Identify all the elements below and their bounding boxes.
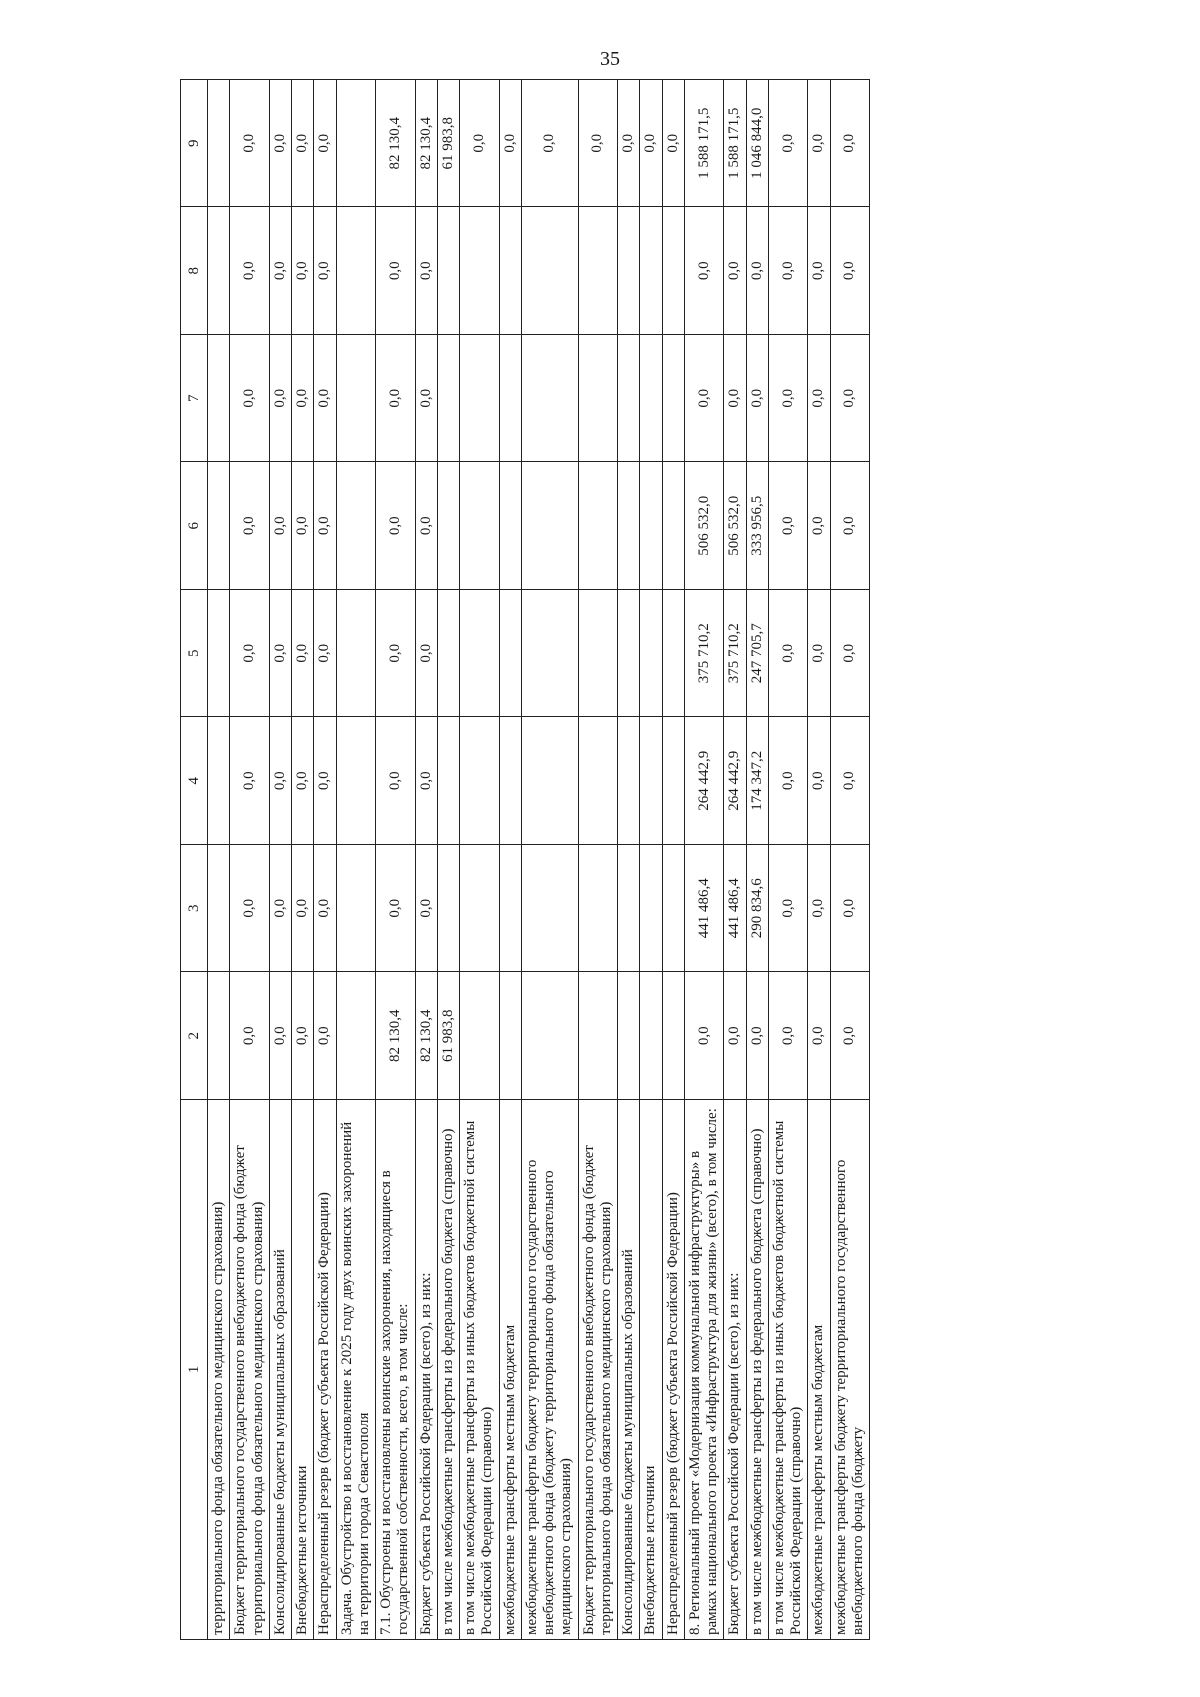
row-label: Бюджет территориального государственного внебюджетного фонда (бюджет территориального фонда обязательного медицинского страхования) xyxy=(578,1100,618,1640)
cell-value xyxy=(521,972,578,1100)
cell-value: 441 486,4 xyxy=(684,845,724,973)
cell-value xyxy=(578,335,618,463)
cell-value xyxy=(208,972,230,1100)
cell-value: 0,0 xyxy=(808,462,830,590)
cell-value xyxy=(208,207,230,335)
cell-value: 82 130,4 xyxy=(415,972,437,1100)
table-row xyxy=(437,80,459,1640)
cell-value xyxy=(460,590,500,718)
header-row xyxy=(181,80,208,1640)
cell-value: 0,0 xyxy=(415,717,437,845)
row-label: межбюджетные трансферты местным бюджетам xyxy=(808,1100,830,1640)
cell-value: 82 130,4 xyxy=(376,80,416,208)
cell-value: 0,0 xyxy=(292,80,314,208)
cell-value xyxy=(437,717,459,845)
cell-value: 0,0 xyxy=(830,80,870,208)
cell-value: 0,0 xyxy=(768,972,808,1100)
cell-value: 0,0 xyxy=(415,335,437,463)
cell-value: 247 705,7 xyxy=(746,590,768,718)
cell-value: 0,0 xyxy=(768,590,808,718)
row-label: межбюджетные трансферты бюджету территориального государственного внебюджетного фонда (бюджету xyxy=(830,1100,870,1640)
table-row xyxy=(499,80,521,1640)
cell-value xyxy=(521,845,578,973)
cell-value xyxy=(578,590,618,718)
cell-value xyxy=(662,462,684,590)
cell-value: 0,0 xyxy=(499,80,521,208)
cell-value: 0,0 xyxy=(724,335,746,463)
row-label: Внебюджетные источники xyxy=(640,1100,662,1640)
cell-value xyxy=(662,207,684,335)
cell-value: 1 046 844,0 xyxy=(746,80,768,208)
table-row xyxy=(460,80,500,1640)
cell-value xyxy=(460,972,500,1100)
cell-value: 0,0 xyxy=(292,207,314,335)
cell-value xyxy=(499,717,521,845)
cell-value: 0,0 xyxy=(830,590,870,718)
cell-value: 0,0 xyxy=(830,335,870,463)
cell-value: 0,0 xyxy=(830,845,870,973)
table-row xyxy=(578,80,618,1640)
cell-value xyxy=(336,335,376,463)
cell-value xyxy=(208,462,230,590)
cell-value: 0,0 xyxy=(662,80,684,208)
cell-value: 0,0 xyxy=(376,462,416,590)
cell-value: 0,0 xyxy=(230,972,270,1100)
cell-value: 0,0 xyxy=(415,207,437,335)
cell-value: 0,0 xyxy=(724,207,746,335)
cell-value xyxy=(618,590,640,718)
cell-value xyxy=(662,845,684,973)
table-body xyxy=(208,80,870,1640)
cell-value xyxy=(499,335,521,463)
cell-value: 0,0 xyxy=(269,462,291,590)
cell-value xyxy=(460,207,500,335)
cell-value: 0,0 xyxy=(808,972,830,1100)
cell-value xyxy=(578,972,618,1100)
table-row xyxy=(292,80,314,1640)
cell-value: 0,0 xyxy=(808,207,830,335)
cell-value: 0,0 xyxy=(684,972,724,1100)
cell-value xyxy=(618,972,640,1100)
column-header: 8 xyxy=(181,207,208,335)
cell-value: 0,0 xyxy=(415,462,437,590)
cell-value xyxy=(578,207,618,335)
cell-value: 0,0 xyxy=(746,972,768,1100)
row-label: Нераспределенный резерв (бюджет субъекта Российской Федерации) xyxy=(662,1100,684,1640)
column-header: 7 xyxy=(181,335,208,463)
cell-value: 0,0 xyxy=(808,590,830,718)
cell-value xyxy=(578,845,618,973)
cell-value: 0,0 xyxy=(376,207,416,335)
row-label: Нераспределенный резерв (бюджет субъекта Российской Федерации) xyxy=(314,1100,336,1640)
cell-value xyxy=(336,80,376,208)
cell-value: 0,0 xyxy=(746,207,768,335)
cell-value xyxy=(662,717,684,845)
cell-value xyxy=(336,462,376,590)
cell-value: 0,0 xyxy=(292,972,314,1100)
cell-value: 0,0 xyxy=(376,845,416,973)
cell-value xyxy=(662,590,684,718)
table-row xyxy=(640,80,662,1640)
cell-value xyxy=(437,207,459,335)
cell-value: 0,0 xyxy=(314,972,336,1100)
cell-value: 264 442,9 xyxy=(684,717,724,845)
cell-value: 61 983,8 xyxy=(437,80,459,208)
cell-value: 0,0 xyxy=(314,845,336,973)
cell-value: 0,0 xyxy=(460,80,500,208)
column-header: 4 xyxy=(181,717,208,845)
cell-value xyxy=(499,462,521,590)
cell-value: 0,0 xyxy=(376,590,416,718)
row-label: Бюджет субъекта Российской Федерации (всего), из них: xyxy=(724,1100,746,1640)
row-label: территориального фонда обязательного медицинского страхования) xyxy=(208,1100,230,1640)
table-row xyxy=(746,80,768,1640)
cell-value: 0,0 xyxy=(314,80,336,208)
cell-value xyxy=(640,972,662,1100)
cell-value: 0,0 xyxy=(230,590,270,718)
cell-value: 0,0 xyxy=(684,335,724,463)
cell-value: 0,0 xyxy=(768,717,808,845)
cell-value xyxy=(618,462,640,590)
table-row xyxy=(230,80,270,1640)
row-label: Консолидированные бюджеты муниципальных образований xyxy=(618,1100,640,1640)
cell-value xyxy=(521,590,578,718)
cell-value xyxy=(437,590,459,718)
cell-value: 0,0 xyxy=(521,80,578,208)
cell-value: 441 486,4 xyxy=(724,845,746,973)
row-label: в том числе межбюджетные трансферты из федерального бюджета (справочно) xyxy=(746,1100,768,1640)
cell-value: 0,0 xyxy=(230,462,270,590)
cell-value: 290 834,6 xyxy=(746,845,768,973)
cell-value xyxy=(499,845,521,973)
cell-value: 0,0 xyxy=(230,207,270,335)
cell-value xyxy=(460,845,500,973)
row-label: межбюджетные трансферты бюджету территориального государственного внебюджетного фонда (бюджету территориального фонда обязательного медицинского страхования) xyxy=(521,1100,578,1640)
cell-value: 0,0 xyxy=(292,717,314,845)
column-header: 2 xyxy=(181,972,208,1100)
cell-value xyxy=(578,717,618,845)
cell-value xyxy=(640,717,662,845)
cell-value: 506 532,0 xyxy=(724,462,746,590)
cell-value xyxy=(521,462,578,590)
cell-value: 0,0 xyxy=(830,207,870,335)
row-label: в том числе межбюджетные трансферты из иных бюджетов бюджетной системы Российской Федерации (справочно) xyxy=(460,1100,500,1640)
page-number: 35 xyxy=(600,48,620,70)
cell-value xyxy=(437,845,459,973)
cell-value: 0,0 xyxy=(746,335,768,463)
cell-value: 375 710,2 xyxy=(684,590,724,718)
cell-value: 0,0 xyxy=(768,335,808,463)
cell-value xyxy=(618,845,640,973)
cell-value xyxy=(521,335,578,463)
cell-value: 0,0 xyxy=(684,207,724,335)
cell-value: 375 710,2 xyxy=(724,590,746,718)
cell-value xyxy=(460,462,500,590)
cell-value: 0,0 xyxy=(808,80,830,208)
column-header: 5 xyxy=(181,590,208,718)
cell-value xyxy=(640,335,662,463)
cell-value: 0,0 xyxy=(230,80,270,208)
cell-value xyxy=(499,972,521,1100)
rotated-table-wrapper xyxy=(180,80,1080,1640)
cell-value xyxy=(521,207,578,335)
column-header: 3 xyxy=(181,845,208,973)
row-label: 8. Региональный проект «Модернизация коммунальной инфраструктуры» в рамках национального проекта «Инфраструктура для жизни» (всего), в том числе: xyxy=(684,1100,724,1640)
cell-value xyxy=(640,590,662,718)
cell-value: 0,0 xyxy=(768,80,808,208)
cell-value: 0,0 xyxy=(269,717,291,845)
cell-value xyxy=(208,717,230,845)
column-header: 1 xyxy=(181,1100,208,1640)
cell-value xyxy=(521,717,578,845)
cell-value: 0,0 xyxy=(808,717,830,845)
table-row xyxy=(521,80,578,1640)
cell-value: 0,0 xyxy=(230,845,270,973)
cell-value: 1 588 171,5 xyxy=(724,80,746,208)
cell-value: 0,0 xyxy=(415,590,437,718)
cell-value: 506 532,0 xyxy=(684,462,724,590)
table-row xyxy=(618,80,640,1640)
cell-value: 0,0 xyxy=(292,845,314,973)
cell-value: 0,0 xyxy=(314,462,336,590)
cell-value xyxy=(618,335,640,463)
row-label: Бюджет субъекта Российской Федерации (всего), из них: xyxy=(415,1100,437,1640)
cell-value xyxy=(208,335,230,463)
table-row xyxy=(724,80,746,1640)
column-header: 9 xyxy=(181,80,208,208)
cell-value: 0,0 xyxy=(808,335,830,463)
cell-value xyxy=(336,717,376,845)
cell-value: 82 130,4 xyxy=(415,80,437,208)
cell-value: 0,0 xyxy=(314,207,336,335)
cell-value xyxy=(618,207,640,335)
cell-value xyxy=(460,717,500,845)
table-row xyxy=(662,80,684,1640)
cell-value xyxy=(662,972,684,1100)
cell-value xyxy=(499,590,521,718)
cell-value: 0,0 xyxy=(269,590,291,718)
cell-value: 0,0 xyxy=(640,80,662,208)
cell-value xyxy=(640,207,662,335)
cell-value: 0,0 xyxy=(724,972,746,1100)
cell-value: 0,0 xyxy=(292,590,314,718)
row-label: Бюджет территориального государственного внебюджетного фонда (бюджет территориального фонда обязательного медицинского страхования) xyxy=(230,1100,270,1640)
cell-value: 0,0 xyxy=(269,845,291,973)
cell-value xyxy=(618,717,640,845)
cell-value xyxy=(336,590,376,718)
table-row xyxy=(768,80,808,1640)
cell-value: 0,0 xyxy=(376,335,416,463)
cell-value: 0,0 xyxy=(314,590,336,718)
cell-value: 0,0 xyxy=(292,335,314,463)
cell-value: 61 983,8 xyxy=(437,972,459,1100)
cell-value xyxy=(208,80,230,208)
table-row xyxy=(336,80,376,1640)
cell-value: 0,0 xyxy=(768,207,808,335)
cell-value: 0,0 xyxy=(269,335,291,463)
cell-value: 333 956,5 xyxy=(746,462,768,590)
cell-value: 0,0 xyxy=(415,845,437,973)
cell-value: 0,0 xyxy=(314,717,336,845)
cell-value xyxy=(336,972,376,1100)
row-label: Консолидированные бюджеты муниципальных образований xyxy=(269,1100,291,1640)
cell-value: 0,0 xyxy=(376,717,416,845)
row-label: Внебюджетные источники xyxy=(292,1100,314,1640)
cell-value xyxy=(578,462,618,590)
cell-value: 0,0 xyxy=(269,207,291,335)
table-row xyxy=(830,80,870,1640)
budget-table xyxy=(180,79,870,1640)
row-label: в том числе межбюджетные трансферты из федерального бюджета (справочно) xyxy=(437,1100,459,1640)
cell-value: 1 588 171,5 xyxy=(684,80,724,208)
cell-value: 0,0 xyxy=(314,335,336,463)
table-row xyxy=(684,80,724,1640)
cell-value xyxy=(437,462,459,590)
row-label: 7.1. Обустроены и восстановлены воинские захоронения, находящиеся в государственной собственности, всего, в том числе: xyxy=(376,1100,416,1640)
cell-value: 0,0 xyxy=(768,462,808,590)
cell-value: 0,0 xyxy=(578,80,618,208)
row-label: Задача. Обустройство и восстановление к 2025 году двух воинских захоронений на территории города Севастополя xyxy=(336,1100,376,1640)
cell-value xyxy=(460,335,500,463)
cell-value: 0,0 xyxy=(292,462,314,590)
table-row xyxy=(376,80,416,1640)
cell-value xyxy=(640,845,662,973)
cell-value xyxy=(336,207,376,335)
cell-value xyxy=(499,207,521,335)
cell-value: 0,0 xyxy=(269,972,291,1100)
cell-value: 0,0 xyxy=(269,80,291,208)
cell-value: 174 347,2 xyxy=(746,717,768,845)
row-label: в том числе межбюджетные трансферты из иных бюджетов бюджетной системы Российской Федерации (справочно) xyxy=(768,1100,808,1640)
cell-value xyxy=(437,335,459,463)
cell-value xyxy=(208,590,230,718)
table-row xyxy=(314,80,336,1640)
cell-value: 264 442,9 xyxy=(724,717,746,845)
cell-value: 0,0 xyxy=(768,845,808,973)
cell-value: 0,0 xyxy=(830,972,870,1100)
table-row xyxy=(415,80,437,1640)
row-label: межбюджетные трансферты местным бюджетам xyxy=(499,1100,521,1640)
table-row xyxy=(208,80,230,1640)
cell-value: 0,0 xyxy=(808,845,830,973)
cell-value xyxy=(336,845,376,973)
cell-value: 82 130,4 xyxy=(376,972,416,1100)
cell-value: 0,0 xyxy=(230,717,270,845)
cell-value xyxy=(208,845,230,973)
table-row xyxy=(269,80,291,1640)
cell-value: 0,0 xyxy=(830,462,870,590)
column-header: 6 xyxy=(181,462,208,590)
cell-value: 0,0 xyxy=(830,717,870,845)
cell-value: 0,0 xyxy=(618,80,640,208)
cell-value xyxy=(640,462,662,590)
table-row xyxy=(808,80,830,1640)
cell-value: 0,0 xyxy=(230,335,270,463)
cell-value xyxy=(662,335,684,463)
